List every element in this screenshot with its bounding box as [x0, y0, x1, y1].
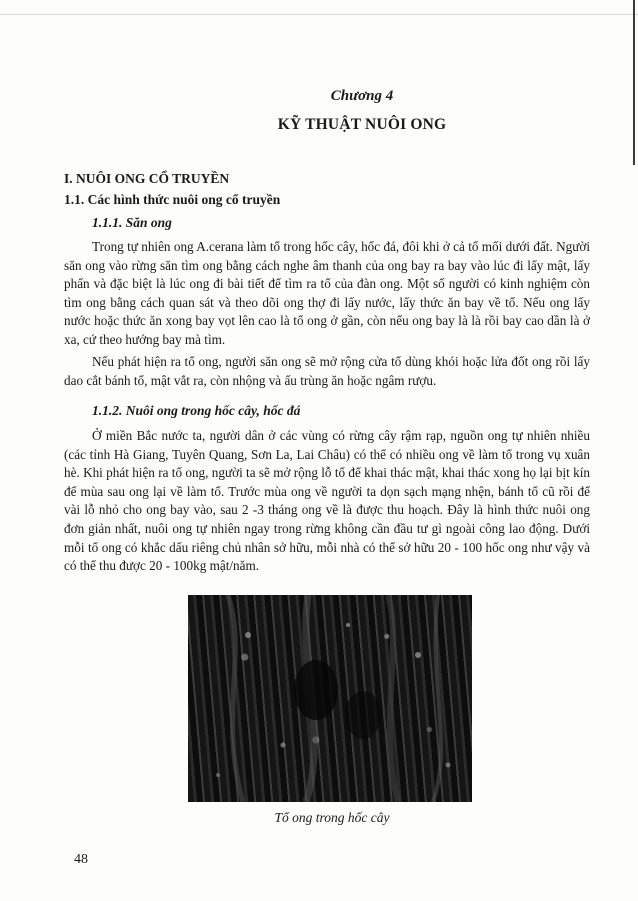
part1-heading: 1.1.1. Săn ong — [92, 215, 172, 230]
page-edge-mark — [633, 0, 635, 165]
chapter-label: Chương 4 — [330, 88, 394, 104]
part2-heading: 1.1.2. Nuôi ong trong hốc cây, hốc đá — [92, 403, 301, 418]
chapter-title: KỸ THUẬT NUÔI ONG — [277, 116, 447, 133]
part1-paragraph-1: Trong tự nhiên ong A.cerana làm tổ trong hốc cây, hốc đá, đôi khi ở cả tổ mối dưới đất. Người săn ong vào rừng săn tìm ong bằng cách nghe âm thanh của ong bay ra bay vào lúc đi lấy mật, lấy phấn và đặc biệt là lúc ong đi bài tiết để tìm ra tổ của đàn ong. Một số người có kinh nghiệm còn tìm ong bằng cách quan sát và theo dõi ong thợ đi lấy nước, lấy thức ăn bay về tổ. Nếu ong lấy nước hoặc thức ăn xong bay vọt lên cao là tổ ong ở gần, còn nếu ong bay là là rồi bay cao dần là ở xa, cứ theo hướng bay mà tìm. — [64, 239, 590, 347]
top-rule — [0, 14, 638, 15]
subsection-heading: 1.1. Các hình thức nuôi ong cổ truyền — [64, 192, 281, 207]
beehive-photo-texture — [188, 595, 472, 802]
section-heading: I. NUÔI ONG CỔ TRUYỀN — [64, 171, 230, 186]
beehive-photo — [188, 595, 472, 802]
figure-caption: Tổ ong trong hốc cây — [274, 810, 390, 825]
part2-paragraph-1: Ở miền Bắc nước ta, người dân ở các vùng có rừng cây rậm rạp, nguồn ong tự nhiên nhiều (các tỉnh Hà Giang, Tuyên Quang, Sơn La, Lai Châu) có thể có nhiều ong về làm tổ trong vụ xuân hè. Khi phát hiện ra tổ ong, người ta sẽ mở rộng lỗ tổ để khai thác mật, khai thác xong họ lại bịt kín để mùa sau ong lại về làm tổ. Trước mùa ong về người ta dọn sạch mạng nhện, bánh tổ cũ rồi để vài lỗ nhỏ cho ong bay vào, sau 2 -3 tháng ong về là được thu hoạch. Đây là hình thức nuôi ong đơn giản nhất, nuôi ong tự nhiên ngay trong rừng không cần đầu tư gì ngoài công lao động. Dưới mỗi tổ ong có khắc dấu riêng chủ nhân sở hữu, mỗi nhà có thể sở hữu 20 - 100 hốc ong như vậy và có thể thu được 20 - 100kg mật/năm. — [64, 428, 590, 574]
page-number: 48 — [74, 852, 88, 867]
part1-paragraph-2: Nếu phát hiện ra tổ ong, người săn ong sẽ mở rộng cửa tổ dùng khói hoặc lửa đốt ong rồi lấy dao cắt bánh tổ, mật vắt ra, còn nhộng và ấu trùng ăn hoặc ngâm rượu. — [64, 354, 590, 388]
